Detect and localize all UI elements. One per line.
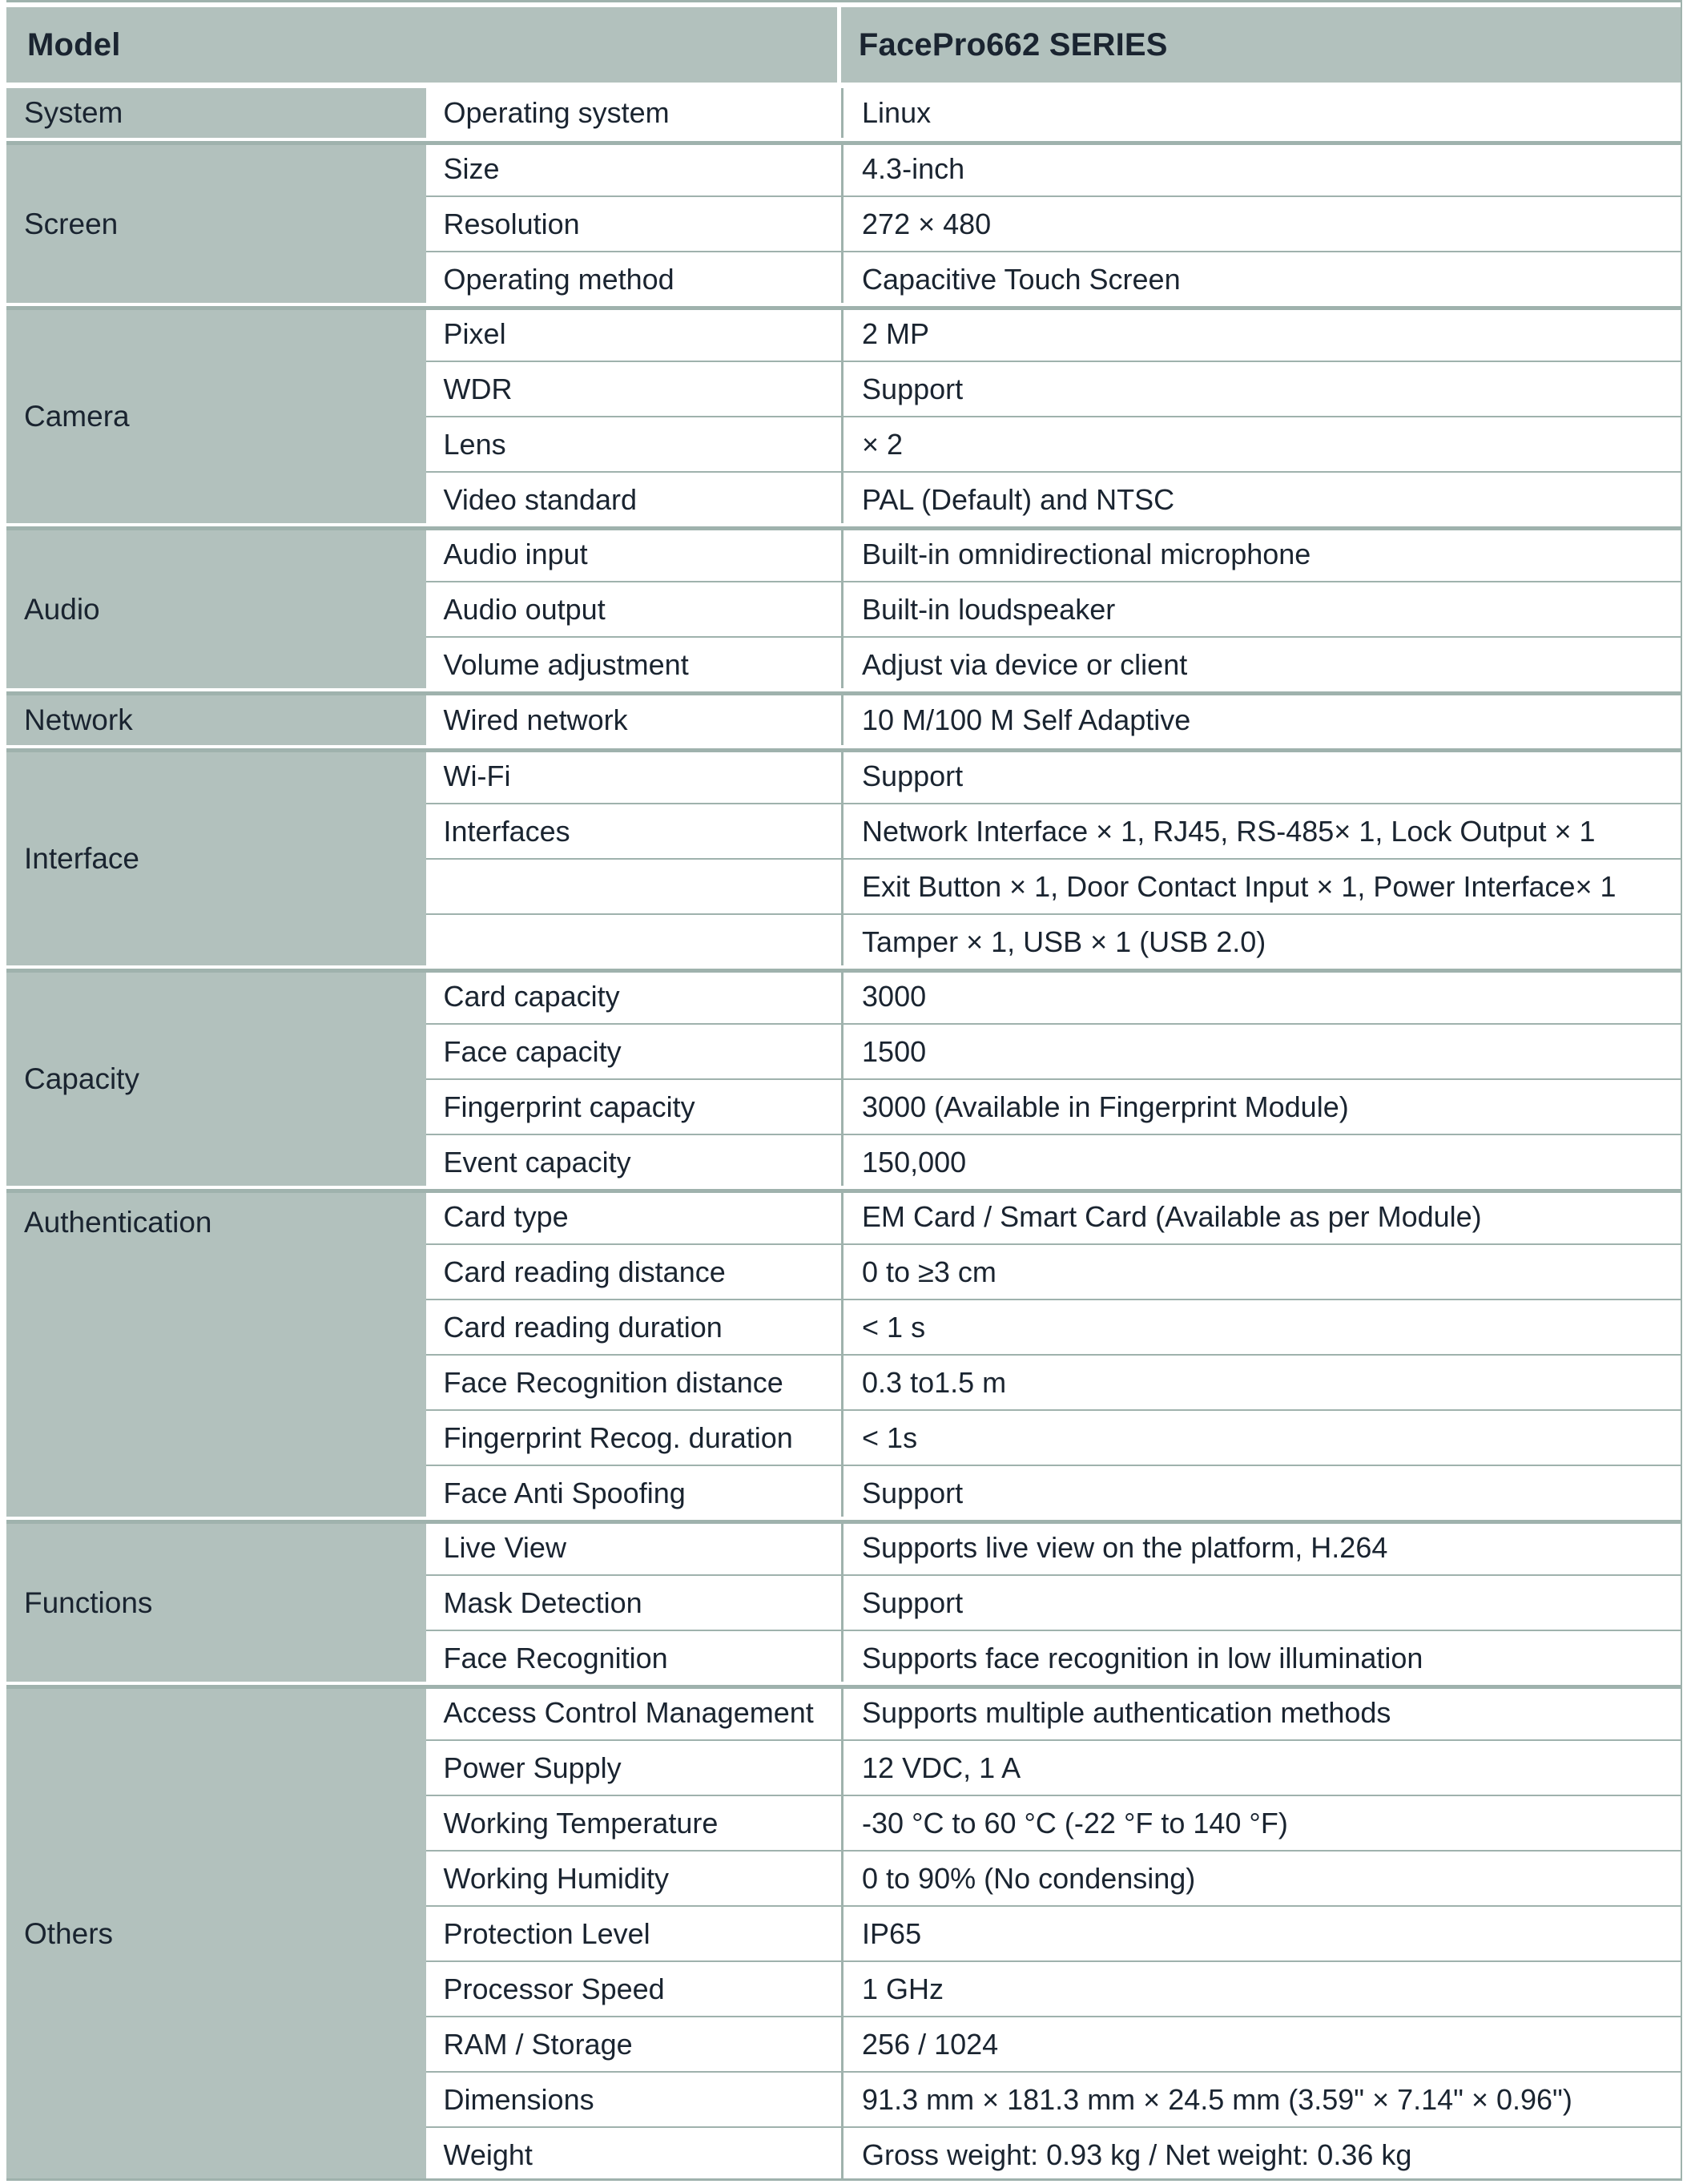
row-divider [426,1299,1681,1300]
spec-row [426,1744,1681,1791]
category-cell-interface [6,752,426,965]
category-cell-functions [6,1524,426,1682]
spec-label: Video standard [426,476,842,523]
spec-value: 91.3 mm × 181.3 mm × 24.5 mm (3.59" × 7.14" × 0.96") [841,2076,1681,2123]
spec-value: 0 to ≥3 cm [841,1248,1681,1295]
spec-label: Dimensions [426,2076,842,2123]
row-divider [426,636,1681,638]
spec-value: 150,000 [841,1138,1681,1186]
row-divider [426,1905,1681,1907]
spec-rows [426,1193,1681,1517]
category-label: Audio [24,592,100,626]
spec-row [426,1910,1681,1957]
spec-row [426,1028,1681,1075]
spec-value: Network Interface × 1, RJ45, RS-485× 1, Lock Output × 1 [841,808,1681,855]
section-camera [6,306,1681,523]
spec-value: 272 × 480 [841,200,1681,248]
spec-label: Face Recognition [426,1634,842,1682]
spec-rows [426,310,1681,523]
section-others [6,1685,1681,2178]
section-functions [6,1520,1681,1682]
spec-row [426,1469,1681,1517]
category-label: Camera [24,400,130,433]
section-interface [6,748,1681,965]
spec-value: 4.3-inch [841,145,1681,192]
spec-row [426,1414,1681,1461]
spec-value: Supports live view on the platform, H.264 [841,1524,1681,1571]
spec-label: Power Supply [426,1744,842,1791]
spec-row [426,1965,1681,2013]
spec-label: Face capacity [426,1028,842,1075]
spec-rows [426,973,1681,1186]
category-cell-screen [6,145,426,303]
category-label: Network [24,703,133,736]
spec-row [426,752,1681,800]
spec-rows [426,1689,1681,2178]
spec-label: Volume adjustment [426,641,842,688]
row-divider [426,1574,1681,1576]
spec-row [426,1083,1681,1130]
spec-label: Operating method [426,256,842,303]
category-cell-camera [6,310,426,523]
row-divider [426,471,1681,473]
spec-label: Wi-Fi [426,752,842,800]
spec-label: Working Temperature [426,1799,842,1847]
spec-value: Adjust via device or client [841,641,1681,688]
spec-value: Built-in loudspeaker [841,586,1681,633]
spec-row [426,476,1681,523]
spec-label: Fingerprint Recog. duration [426,1414,842,1461]
section-screen [6,141,1681,303]
spec-row [426,1304,1681,1351]
spec-table-body [6,88,1681,2178]
row-divider [426,1630,1681,1631]
spec-value: × 2 [841,421,1681,468]
header-series-label: FacePro662 SERIES [858,26,1168,62]
spec-value: 3000 (Available in Fingerprint Module) [841,1083,1681,1130]
row-divider [426,1078,1681,1080]
spec-label: Processor Speed [426,1965,842,2013]
row-divider [426,1409,1681,1411]
row-divider [426,1354,1681,1356]
spec-label: Wired network [426,695,842,745]
spec-value: 0.3 to1.5 m [841,1359,1681,1406]
spec-value: -30 °C to 60 °C (-22 °F to 140 °F) [841,1799,1681,1847]
header-model-label: Model [27,26,121,62]
spec-label [426,863,842,910]
spec-row [426,1524,1681,1571]
row-divider [426,858,1681,860]
row-divider [426,1739,1681,1741]
spec-label: Resolution [426,200,842,248]
spec-row [426,2076,1681,2123]
spec-value: Support [841,1579,1681,1626]
spec-label: Working Humidity [426,1855,842,1902]
spec-value: Gross weight: 0.93 kg / Net weight: 0.36 kg [841,2131,1681,2178]
category-label: Others [24,1916,114,1950]
row-divider [426,1243,1681,1245]
spec-row [426,2021,1681,2068]
spec-row [426,863,1681,910]
spec-label [426,918,842,965]
row-divider [426,1023,1681,1025]
spec-label: Operating system [426,88,842,138]
spec-label: Face Recognition distance [426,1359,842,1406]
spec-label: WDR [426,365,842,413]
spec-row [426,365,1681,413]
row-divider [426,1134,1681,1135]
spec-row [426,145,1681,192]
row-divider [426,2126,1681,2128]
spec-row [426,1193,1681,1240]
header-series-cell [841,7,1681,83]
row-divider [426,581,1681,582]
category-label: Screen [24,207,119,240]
spec-label: Protection Level [426,1910,842,1957]
spec-value: < 1s [841,1414,1681,1461]
category-label: Functions [24,1586,153,1619]
spec-value: Support [841,1469,1681,1517]
spec-row [426,1138,1681,1186]
row-divider [426,1795,1681,1796]
spec-row [426,1359,1681,1406]
spec-label: Size [426,145,842,192]
category-cell-network [6,695,426,745]
row-divider [426,251,1681,252]
row-divider [426,1465,1681,1466]
spec-rows [426,530,1681,688]
row-divider [426,1850,1681,1852]
spec-row [426,88,1681,138]
spec-row [426,918,1681,965]
row-divider [426,913,1681,915]
category-cell-others [6,1689,426,2178]
spec-value: Linux [841,88,1681,138]
spec-value: Support [841,752,1681,800]
category-cell-audio [6,530,426,688]
category-label: Capacity [24,1062,139,1095]
spec-row [426,530,1681,578]
spec-value: < 1 s [841,1304,1681,1351]
category-cell-capacity [6,973,426,1186]
table-header-row [6,7,1681,83]
spec-rows [426,145,1681,303]
spec-value: Supports face recognition in low illumination [841,1634,1681,1682]
spec-table [6,0,1682,2181]
spec-value: IP65 [841,1910,1681,1957]
spec-row [426,641,1681,688]
section-capacity [6,969,1681,1186]
spec-label: Card reading duration [426,1304,842,1351]
section-audio [6,526,1681,688]
spec-row [426,1689,1681,1736]
row-divider [426,416,1681,417]
spec-label: Access Control Management [426,1689,842,1736]
spec-value: Supports multiple authentication methods [841,1689,1681,1736]
spec-label: Weight [426,2131,842,2178]
spec-row [426,310,1681,357]
spec-value: 256 / 1024 [841,2021,1681,2068]
spec-value: Built-in omnidirectional microphone [841,530,1681,578]
spec-value: Exit Button × 1, Door Contact Input × 1, Power Interface× 1 [841,863,1681,910]
category-cell-authentication [6,1193,426,1517]
spec-row [426,1248,1681,1295]
category-label: System [24,96,123,129]
spec-row [426,2131,1681,2178]
spec-label: Live View [426,1524,842,1571]
spec-row [426,256,1681,303]
spec-row [426,421,1681,468]
spec-value: EM Card / Smart Card (Available as per Module) [841,1193,1681,1240]
spec-value: PAL (Default) and NTSC [841,476,1681,523]
spec-value: 1500 [841,1028,1681,1075]
spec-row [426,973,1681,1020]
row-divider [426,195,1681,197]
spec-rows [426,88,1681,138]
row-divider [426,1960,1681,1962]
spec-value: 10 M/100 M Self Adaptive [841,695,1681,745]
spec-label: Card capacity [426,973,842,1020]
row-divider [426,2016,1681,2017]
spec-label: Interfaces [426,808,842,855]
header-model-cell [6,7,841,83]
category-label: Interface [24,842,139,875]
spec-row [426,1799,1681,1847]
category-cell-system [6,88,426,138]
spec-rows [426,695,1681,745]
spec-label: Face Anti Spoofing [426,1469,842,1517]
spec-label: Card type [426,1193,842,1240]
spec-row [426,1634,1681,1682]
spec-value: 12 VDC, 1 A [841,1744,1681,1791]
spec-rows [426,1524,1681,1682]
spec-value: Support [841,365,1681,413]
spec-row [426,586,1681,633]
spec-label: Mask Detection [426,1579,842,1626]
spec-label: Pixel [426,310,842,357]
spec-value: Capacitive Touch Screen [841,256,1681,303]
section-authentication [6,1189,1681,1517]
row-divider [426,2071,1681,2073]
spec-row [426,808,1681,855]
spec-rows [426,752,1681,965]
category-label: Authentication [24,1206,212,1239]
spec-label: Fingerprint capacity [426,1083,842,1130]
spec-value: 3000 [841,973,1681,1020]
spec-label: Lens [426,421,842,468]
row-divider [426,803,1681,804]
section-system [6,88,1681,138]
spec-label: Event capacity [426,1138,842,1186]
spec-label: Audio input [426,530,842,578]
spec-row [426,695,1681,745]
section-network [6,691,1681,745]
spec-row [426,1579,1681,1626]
spec-label: Card reading distance [426,1248,842,1295]
spec-label: Audio output [426,586,842,633]
spec-label: RAM / Storage [426,2021,842,2068]
spec-value: Tamper × 1, USB × 1 (USB 2.0) [841,918,1681,965]
spec-value: 2 MP [841,310,1681,357]
spec-row [426,200,1681,248]
spec-value: 0 to 90% (No condensing) [841,1855,1681,1902]
spec-value: 1 GHz [841,1965,1681,2013]
row-divider [426,361,1681,362]
spec-row [426,1855,1681,1902]
